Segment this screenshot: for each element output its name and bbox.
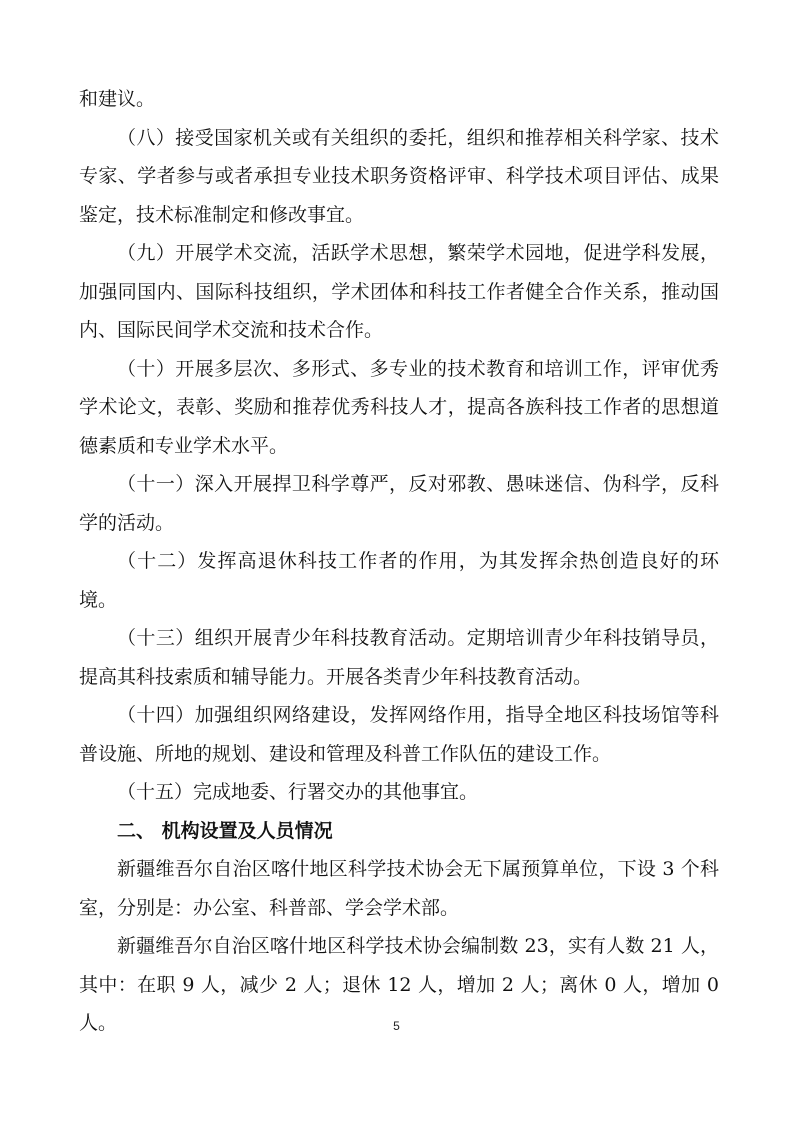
page-body <box>79 80 719 1043</box>
paragraph-continuation: 和建议。 <box>79 88 156 110</box>
paragraph-item-12: （十二）发挥高退休科技工作者的作用，为其发挥余热创造良好的环境。 <box>79 550 719 611</box>
paragraph-item-14: （十四）加强组织网络建设，发挥网络作用，指导全地区科技场馆等科普设施、所地的规划、建设和管理及科普工作队伍的建设工作。 <box>79 704 719 765</box>
paragraph-item-10: （十）开展多层次、多形式、多专业的技术教育和培训工作，评审优秀学术论文，表彰、奖励和推荐优秀科技人才，提高各族科技工作者的思想道德素质和专业学术水平。 <box>79 357 719 457</box>
paragraph-item-13: （十三）组织开展青少年科技教育活动。定期培训青少年科技销导员，提高其科技索质和辅导能力。开展各类青少年科技教育活动。 <box>79 627 719 688</box>
page-number: 5 <box>393 1019 400 1033</box>
paragraph-item-8: （八）接受国家机关或有关组织的委托，组织和推荐相关科学家、技术专家、学者参与或者承担专业技术职务资格评审、科学技术项目评估、成果鉴定，技术标准制定和修改事宜。 <box>79 126 719 226</box>
section-heading: 二、 机构设置及人员情况 <box>117 819 333 842</box>
paragraph-departments: 新疆维吾尔自治区喀什地区科学技术协会无下属预算单位，下设 3 个科室，分别是：办公室、科普部、学会学术部。 <box>79 858 719 919</box>
paragraph-item-15: （十五）完成地委、行署交办的其他事宜。 <box>117 781 479 803</box>
paragraph-staffing: 新疆维吾尔自治区喀什地区科学技术协会编制数 23，实有人数 21 人，其中：在职 9 人，减少 2 人；退休 12 人，增加 2 人；离休 0 人，增加 0 人。 <box>79 935 719 1034</box>
paragraph-item-11: （十一）深入开展捍卫科学尊严，反对邪教、愚味迷信、伪科学，反科学的活动。 <box>79 473 719 534</box>
paragraph-item-9: （九）开展学术交流，活跃学术思想，繁荣学术园地，促进学科发展，加强同国内、国际科技组织，学术团体和科技工作者健全合作关系，推动国内、国际民间学术交流和技术合作。 <box>79 242 719 341</box>
